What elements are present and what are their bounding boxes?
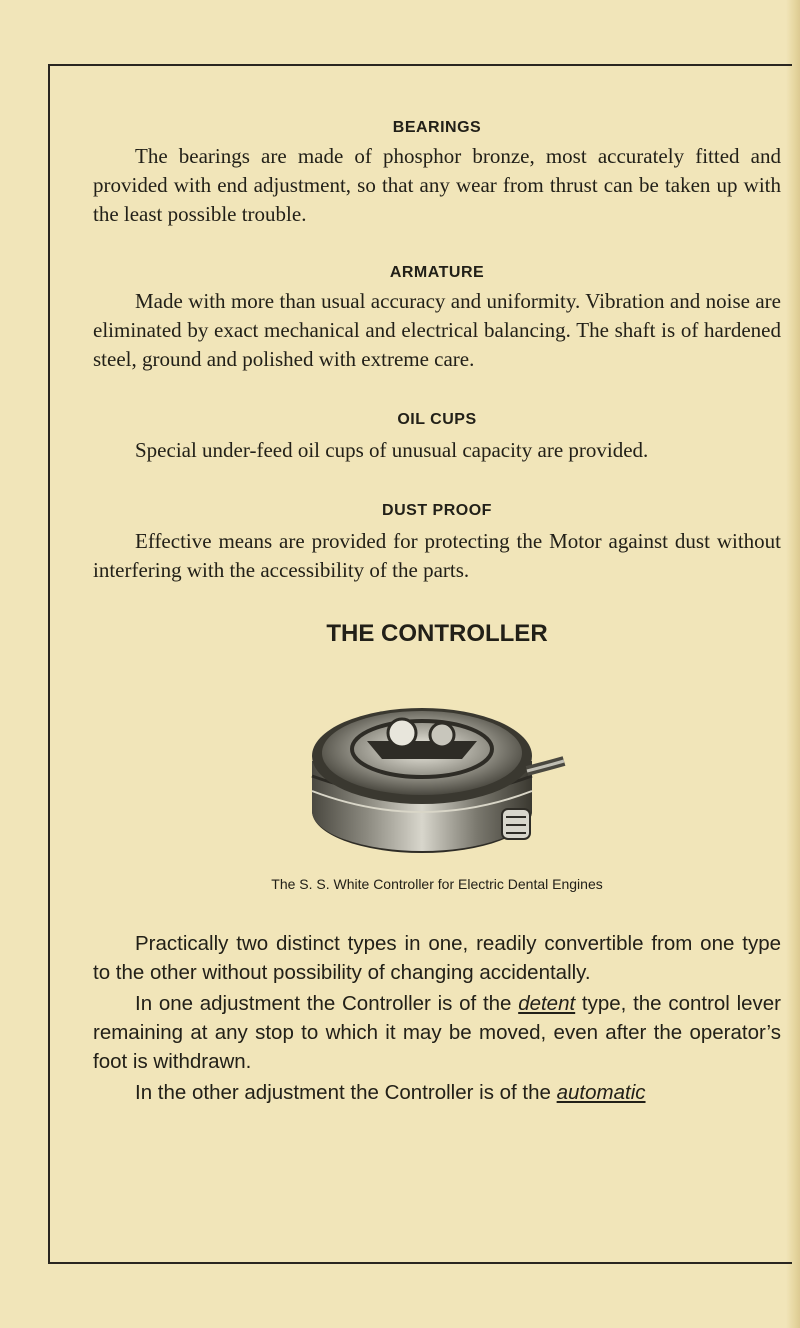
controller-paragraph-2	[93, 989, 781, 1076]
armature-text: Made with more than usual accuracy and uniformity. Vibration and noise are eliminated by exact mechanical and electrical balancing. The shaft is of hardened steel, ground and polished with extreme care.	[93, 289, 781, 371]
controller-paragraph-3	[93, 1078, 781, 1107]
oil-cups-heading: OIL CUPS	[397, 411, 477, 428]
page-content	[93, 110, 781, 1107]
paragraph-3-start: In the other adjustment the Controller is of the	[135, 1081, 557, 1104]
oil-cups-text: Special under-feed oil cups of unusual capacity are provided.	[135, 438, 649, 462]
controller-paragraph-1: Practically two distinct types in one, readily convertible from one type to the other without possibility of changing accidentally.	[93, 932, 781, 984]
bearings-heading: BEARINGS	[392, 119, 482, 136]
automatic-term: automatic	[556, 1081, 646, 1104]
detent-term: detent	[518, 992, 576, 1015]
dust-proof-text: Effective means are provided for protecting the Motor against dust without interfering with the accessibility of the parts.	[93, 529, 781, 582]
armature-heading: ARMATURE	[389, 264, 485, 281]
paragraph-2-end: type, the control lever remaining at any stop to which it may be moved, even after the operator’s foot is withdrawn.	[93, 992, 782, 1073]
controller-heading: THE CONTROLLER	[326, 620, 548, 647]
paragraph-2-start: In one adjustment the Controller is of the	[135, 992, 519, 1015]
controller-caption: The S. S. White Controller for Electric Dental Engines	[271, 876, 603, 892]
dust-proof-heading: DUST PROOF	[382, 502, 492, 519]
controller-illustration	[302, 661, 572, 861]
bearings-text: The bearings are made of phosphor bronze, most accurately fitted and provided with end adjustment, so that any wear from thrust can be taken up with the least possible trouble.	[93, 144, 781, 226]
